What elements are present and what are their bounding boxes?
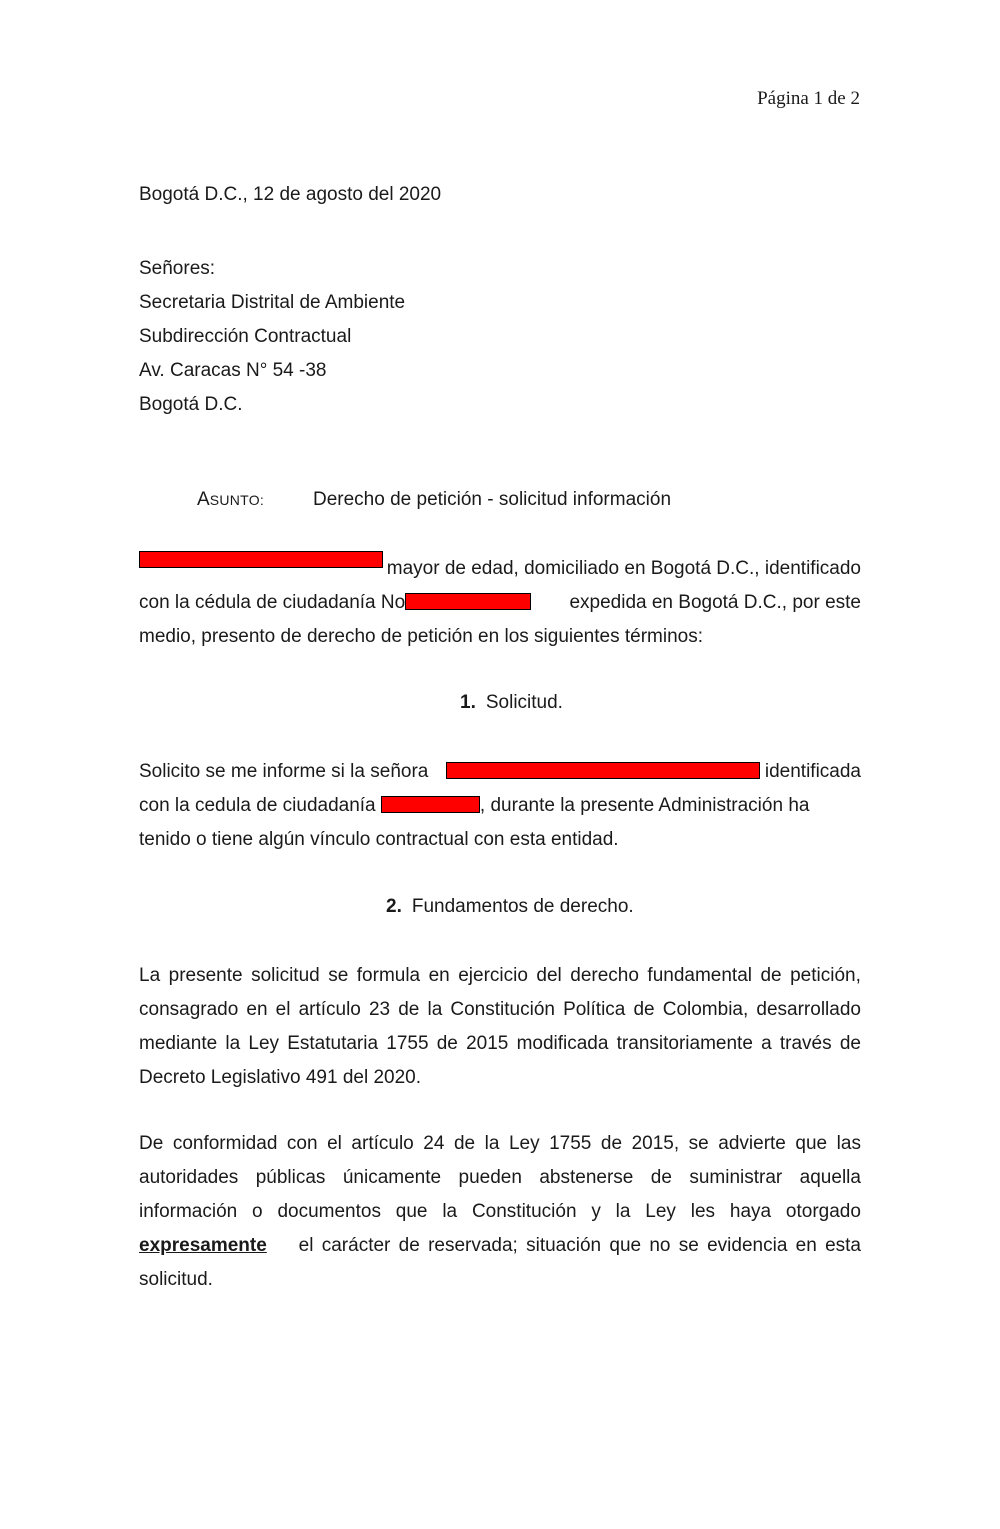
recipient-salutation: Señores: <box>139 258 216 279</box>
subject-label: ASUNTO: <box>197 489 265 510</box>
recipient-block <box>139 252 405 422</box>
section-heading-2: 2. Fundamentos de derecho. <box>386 896 634 917</box>
subject-line <box>197 489 671 511</box>
law-paragraph: La presente solicitud se formula en ejercicio del derecho fundamental de petición, consagrado en el artículo 23 de la Constitución Política de Colombia, desarrollado mediante la Ley Estatutaria 1755 de 2015 modificada transitoriamente a través de Decreto Legislativo 491 del 2020. <box>139 965 861 1088</box>
recipient-city: Bogotá D.C. <box>139 394 243 415</box>
redaction-person-id <box>381 796 480 813</box>
redaction-person <box>446 762 760 779</box>
page-number: Página 1 de 2 <box>757 88 860 109</box>
recipient-address: Av. Caracas N° 54 -38 <box>139 360 327 381</box>
redaction-name <box>139 551 383 568</box>
date-line: Bogotá D.C., 12 de agosto del 2020 <box>139 184 442 205</box>
recipient-dept: Subdirección Contractual <box>139 326 352 347</box>
section-heading-1: 1. Solicitud. <box>460 692 563 713</box>
redaction-id <box>405 593 531 610</box>
request-paragraph: Solicito se me informe si la señora identificada con la cedula de ciudadanía , durante la presente Administración ha tenido o tiene algún vínculo contractual con esta entidad. <box>139 761 861 850</box>
reserve-paragraph: De conformidad con el artículo 24 de la Ley 1755 de 2015, se advierte que las autoridades públicas únicamente pueden abstenerse de suministrar aquella información o documentos que la Constitución y la Ley les haya otorgado expresamente el carácter de reservada; situación que no se evidencia en esta solicitud. <box>139 1133 861 1290</box>
emphasis-expresamente: expresamente <box>139 1235 267 1256</box>
subject-text: Derecho de petición - solicitud información <box>313 489 672 510</box>
recipient-org: Secretaria Distrital de Ambiente <box>139 292 406 313</box>
intro-paragraph: mayor de edad, domiciliado en Bogotá D.C., identificado con la cédula de ciudadanía No expedida en Bogotá D.C., por este medio, presento de derecho de petición en los siguientes términos: <box>139 552 861 654</box>
